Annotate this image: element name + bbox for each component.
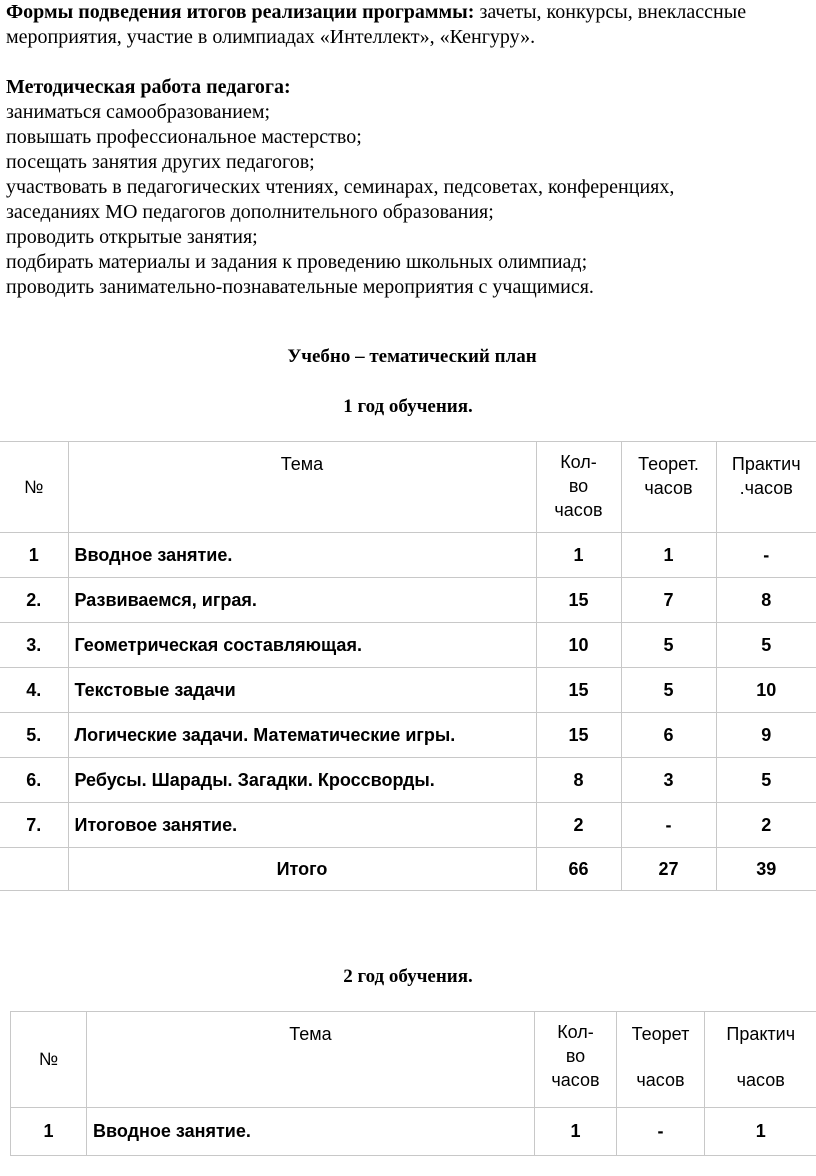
row-num: 4. bbox=[0, 668, 68, 713]
table-header-row bbox=[0, 442, 816, 533]
method-item: подбирать материалы и задания к проведению школьных олимпиад; bbox=[6, 251, 588, 273]
method-item: проводить открытые занятия; bbox=[6, 226, 258, 248]
header-num: № bbox=[11, 1012, 87, 1108]
table-row bbox=[0, 578, 816, 623]
header-topic: Тема bbox=[87, 1012, 535, 1108]
header-num: № bbox=[0, 442, 68, 533]
year2-title: 2 год обучения. bbox=[343, 966, 473, 987]
row-practice: 1 bbox=[705, 1108, 816, 1156]
header-theory-line: Теорет bbox=[631, 1024, 690, 1044]
row-num: 1 bbox=[0, 533, 68, 578]
plan-title: Учебно – тематический план bbox=[287, 346, 537, 367]
header-total-line: Кол- bbox=[557, 1022, 594, 1042]
method-item: посещать занятия других педагогов; bbox=[6, 151, 315, 173]
row-theory: - bbox=[617, 1108, 705, 1156]
table-total-row bbox=[0, 848, 816, 891]
table-row bbox=[0, 668, 816, 713]
row-topic: Вводное занятие. bbox=[87, 1108, 535, 1156]
header-practice-line: Практич bbox=[726, 1024, 796, 1044]
row-topic: Развиваемся, играя. bbox=[68, 578, 536, 623]
header-theory-line: часов bbox=[644, 478, 693, 498]
total-theory: 27 bbox=[621, 848, 716, 891]
row-total: 15 bbox=[536, 713, 621, 758]
header-practice-line: Практич bbox=[731, 454, 801, 474]
row-topic: Итоговое занятие. bbox=[68, 803, 536, 848]
total-label: Итого bbox=[68, 848, 536, 891]
row-theory: 6 bbox=[621, 713, 716, 758]
method-title bbox=[6, 75, 814, 100]
header-practice bbox=[705, 1012, 816, 1108]
row-topic: Геометрическая составляющая. bbox=[68, 623, 536, 668]
row-topic: Логические задачи. Математические игры. bbox=[68, 713, 536, 758]
row-theory: - bbox=[621, 803, 716, 848]
row-num: 5. bbox=[0, 713, 68, 758]
method-item: заседаниях МО педагогов дополнительного образования; bbox=[6, 201, 494, 223]
header-theory-line: Теорет. bbox=[638, 454, 699, 474]
method-section bbox=[6, 75, 814, 300]
row-topic: Ребусы. Шарады. Загадки. Кроссворды. bbox=[68, 758, 536, 803]
table-header-row bbox=[11, 1012, 816, 1108]
forms-paragraph bbox=[6, 0, 814, 50]
row-practice: 9 bbox=[716, 713, 816, 758]
row-total: 8 bbox=[536, 758, 621, 803]
method-item: заниматься самообразованием; bbox=[6, 101, 271, 123]
forms-label: Формы подведения итогов реализации программы: bbox=[6, 1, 475, 23]
row-total: 1 bbox=[535, 1108, 617, 1156]
table-row bbox=[0, 713, 816, 758]
row-topic: Вводное занятие. bbox=[68, 533, 536, 578]
header-theory-line: часов bbox=[636, 1070, 685, 1090]
table-row bbox=[0, 803, 816, 848]
row-practice: 5 bbox=[716, 758, 816, 803]
header-total bbox=[536, 442, 621, 533]
method-title-text: Методическая работа педагога: bbox=[6, 76, 291, 98]
row-practice: 10 bbox=[716, 668, 816, 713]
row-practice: 8 bbox=[716, 578, 816, 623]
row-practice: 5 bbox=[716, 623, 816, 668]
total-practice: 39 bbox=[716, 848, 816, 891]
header-total-line: во bbox=[568, 476, 589, 496]
header-practice-line: часов bbox=[736, 1070, 785, 1090]
row-total: 15 bbox=[536, 668, 621, 713]
forms-text-1: зачеты, конкурсы, внеклассные bbox=[474, 1, 747, 23]
header-total-line: Кол- bbox=[560, 452, 597, 472]
row-theory: 5 bbox=[621, 623, 716, 668]
total-num-empty bbox=[0, 848, 68, 891]
row-theory: 7 bbox=[621, 578, 716, 623]
header-total-line: часов bbox=[554, 500, 603, 520]
header-total-line: во bbox=[565, 1046, 586, 1066]
header-total bbox=[535, 1012, 617, 1108]
header-total-line: часов bbox=[551, 1070, 600, 1090]
header-topic: Тема bbox=[68, 442, 536, 533]
row-total: 1 bbox=[536, 533, 621, 578]
header-theory bbox=[621, 442, 716, 533]
row-practice: - bbox=[716, 533, 816, 578]
total-total: 66 bbox=[536, 848, 621, 891]
header-practice-line: .часов bbox=[739, 478, 793, 498]
table-row bbox=[0, 758, 816, 803]
row-topic: Текстовые задачи bbox=[68, 668, 536, 713]
row-total: 15 bbox=[536, 578, 621, 623]
method-item: участвовать в педагогических чтениях, семинарах, педсоветах, конференциях, bbox=[6, 176, 675, 198]
year1-title: 1 год обучения. bbox=[343, 396, 473, 417]
header-theory bbox=[617, 1012, 705, 1108]
row-practice: 2 bbox=[716, 803, 816, 848]
row-num: 7. bbox=[0, 803, 68, 848]
row-theory: 1 bbox=[621, 533, 716, 578]
row-num: 3. bbox=[0, 623, 68, 668]
method-item: проводить занимательно-познавательные мероприятия с учащимися. bbox=[6, 276, 594, 298]
row-theory: 5 bbox=[621, 668, 716, 713]
year2-table bbox=[10, 1011, 816, 1156]
row-total: 2 bbox=[536, 803, 621, 848]
table-row bbox=[11, 1108, 816, 1156]
row-theory: 3 bbox=[621, 758, 716, 803]
row-total: 10 bbox=[536, 623, 621, 668]
method-item: повышать профессиональное мастерство; bbox=[6, 126, 362, 148]
table-row bbox=[0, 533, 816, 578]
header-practice bbox=[716, 442, 816, 533]
row-num: 2. bbox=[0, 578, 68, 623]
row-num: 1 bbox=[11, 1108, 87, 1156]
row-num: 6. bbox=[0, 758, 68, 803]
year1-table bbox=[0, 441, 816, 891]
forms-text-2: мероприятия, участие в олимпиадах «Интеллект», «Кенгуру». bbox=[6, 26, 536, 48]
forms-line-1 bbox=[6, 0, 814, 25]
table-row bbox=[0, 623, 816, 668]
